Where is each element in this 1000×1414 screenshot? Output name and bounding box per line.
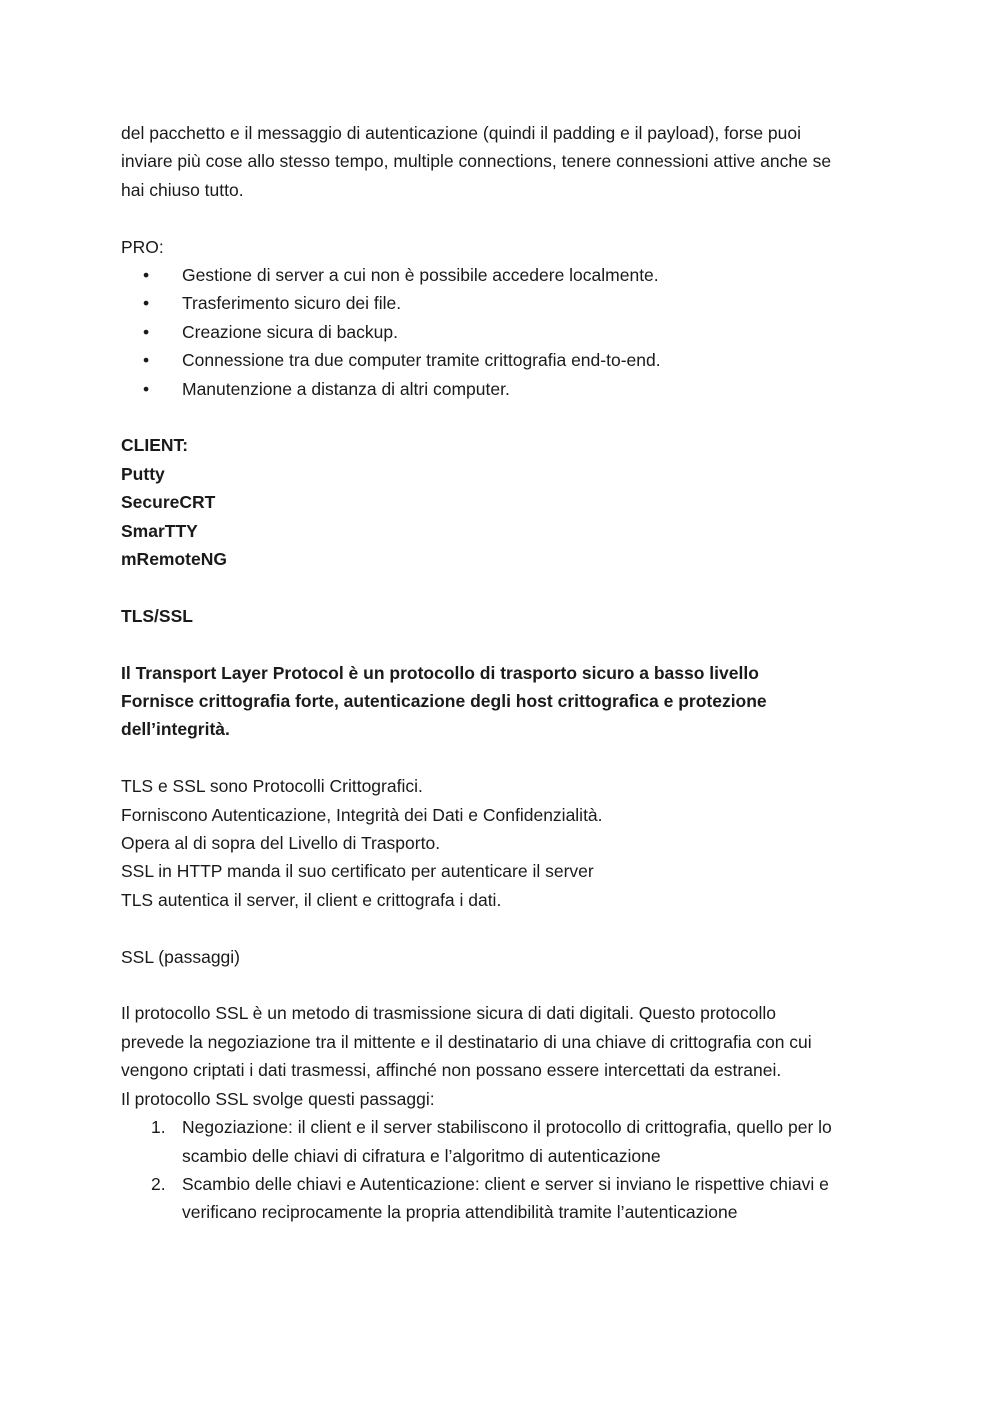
ssl-heading: SSL (passaggi) — [121, 946, 240, 967]
tls-line: TLS autentica il server, il client e crittografa i dati. — [121, 889, 502, 910]
pro-heading: PRO: — [121, 236, 164, 257]
list-item: • Creazione sicura di backup. — [121, 318, 891, 346]
client-item: mRemoteNG — [121, 549, 227, 570]
intro-line: inviare più cose allo stesso tempo, multiple connections, tenere connessioni attive anche se — [121, 151, 832, 172]
list-item: • Gestione di server a cui non è possibile accedere localmente. — [121, 261, 891, 289]
list-item: • Manutenzione a distanza di altri computer. — [121, 375, 891, 403]
tls-bold-line: Fornisce crittografia forte, autenticazione degli host crittografica e protezione — [121, 691, 767, 712]
tls-heading: TLS/SSL — [121, 605, 193, 626]
tls-bold-line: dell’integrità. — [121, 719, 230, 740]
tls-line: TLS e SSL sono Protocolli Crittografici. — [121, 776, 423, 797]
bullet-icon: • — [143, 378, 150, 399]
intro-line: del pacchetto e il messaggio di autenticazione (quindi il padding e il payload), forse puoi — [121, 123, 802, 143]
bullet-icon: • — [143, 293, 150, 314]
client-item: SecureCRT — [121, 492, 216, 513]
list-item: • Trasferimento sicuro dei file. — [121, 289, 891, 317]
client-item: SmarTTY — [121, 520, 198, 541]
bullet-icon: • — [143, 350, 150, 371]
ssl-line: Il protocollo SSL svolge questi passaggi: — [121, 1088, 435, 1109]
bullet-icon: • — [143, 321, 150, 342]
ssl-line: Il protocollo SSL è un metodo di trasmissione sicura di dati digitali. Questo protocollo — [121, 1003, 776, 1024]
document-page — [121, 119, 891, 1227]
intro-line: hai chiuso tutto. — [121, 179, 244, 200]
step-number: 2. — [151, 1173, 166, 1194]
step-number: 1. — [151, 1117, 166, 1138]
ssl-line: prevede la negoziazione tra il mittente e il destinatario di una chiave di crittografia con cui — [121, 1031, 812, 1052]
client-heading: CLIENT: — [121, 435, 189, 456]
ssl-steps-list — [121, 1113, 891, 1227]
tls-line: Forniscono Autenticazione, Integrità dei Dati e Confidenzialità. — [121, 804, 603, 825]
bullet-icon: • — [143, 265, 150, 286]
tls-line: Opera al di sopra del Livello di Trasporto. — [121, 833, 441, 854]
tls-line: SSL in HTTP manda il suo certificato per autenticare il server — [121, 861, 594, 882]
tls-bold-line: Il Transport Layer Protocol è un protocollo di trasporto sicuro a basso livello — [121, 662, 759, 683]
pro-list — [121, 261, 891, 403]
list-item: • Connessione tra due computer tramite crittografia end-to-end. — [121, 346, 891, 374]
ssl-line: vengono criptati i dati trasmessi, affinché non possano essere intercettati da estranei. — [121, 1060, 782, 1081]
list-item: 2. Scambio delle chiavi e Autenticazione: client e server si inviano le rispettive chiavi e verificano reciprocamente la propria attendibilità tramite l’autenticazione — [121, 1170, 891, 1227]
list-item: 1. Negoziazione: il client e il server stabiliscono il protocollo di crittografia, quello per lo scambio delle chiavi di cifratura e l’algoritmo di autenticazione — [121, 1113, 891, 1170]
client-item: Putty — [121, 463, 165, 484]
